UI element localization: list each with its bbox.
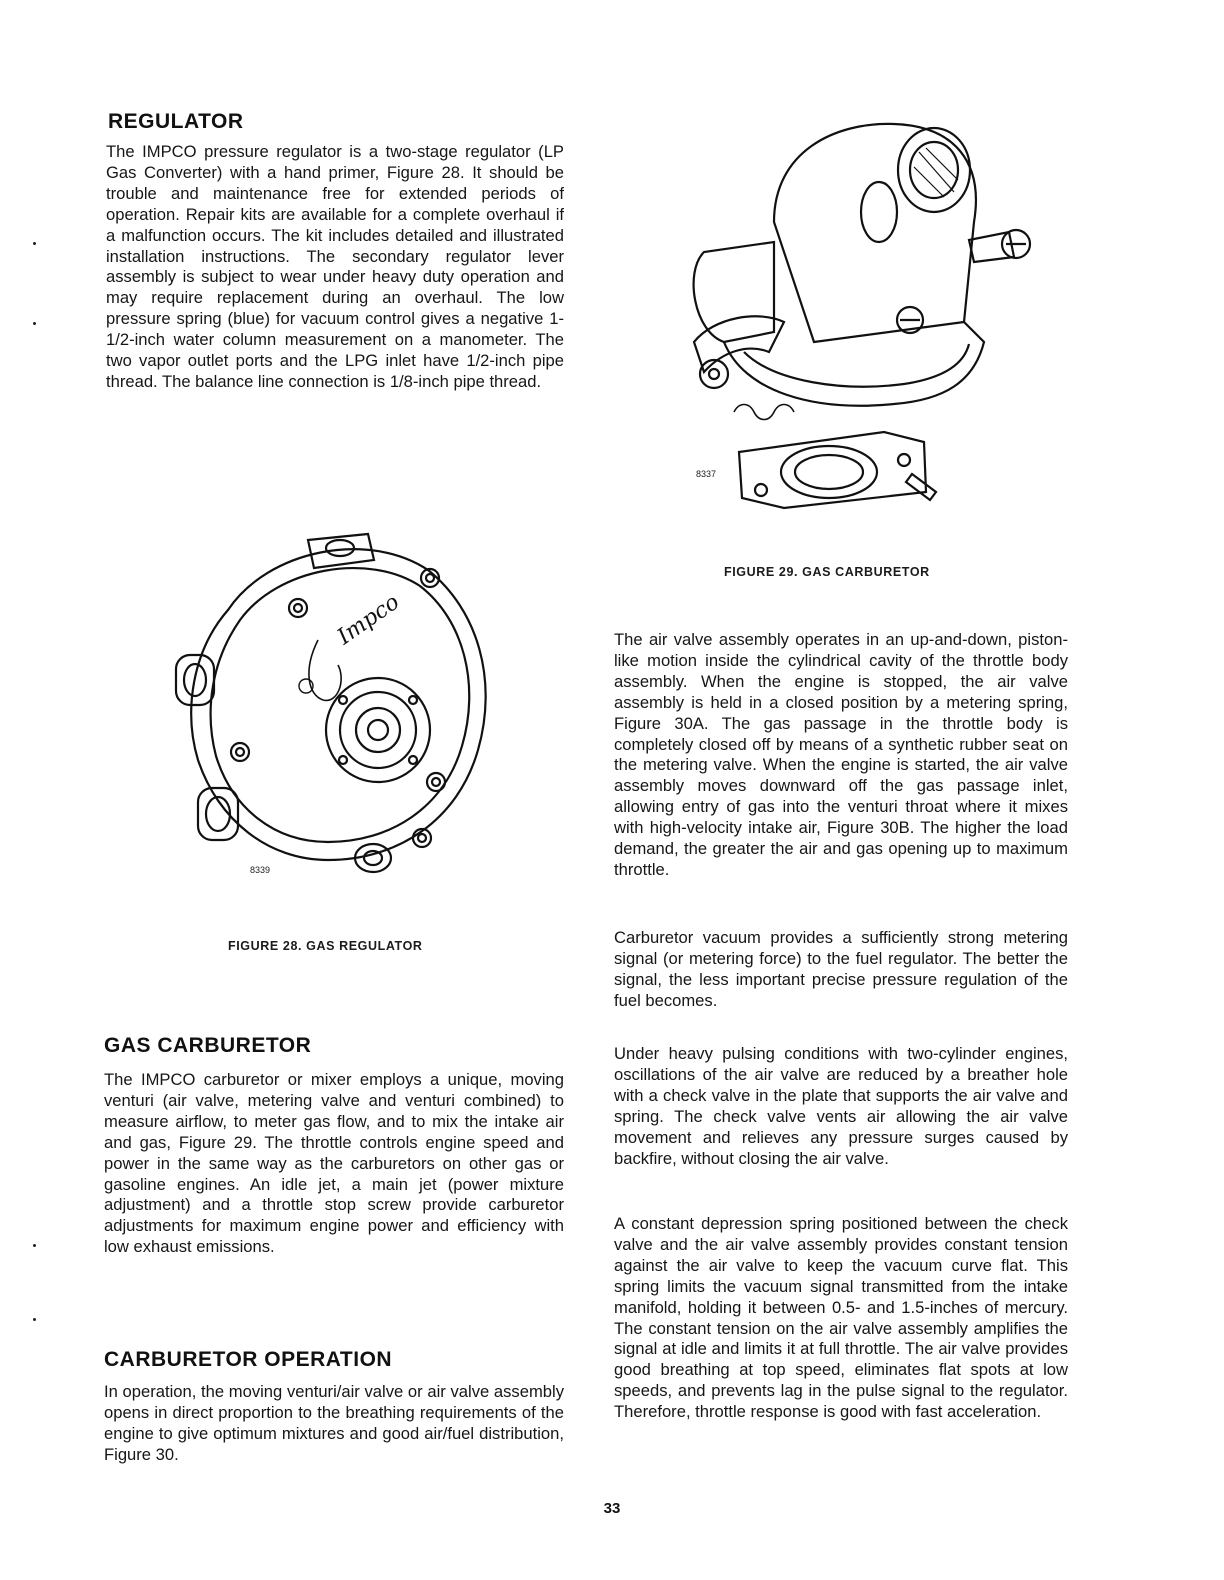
regulator-paragraph: The IMPCO pressure regulator is a two-stage regulator (LP Gas Converter) with a hand primer, Figure 28. It should be trouble and maintenance free for extended periods of operation. Repair kits are available for a complete overhaul if a malfunction occurs. The kit includes detailed and illustrated installation instructions. The secondary regulator lever assembly is subject to wear under heavy duty operation and may require replacement during an overhaul. The low pressure spring (blue) for vacuum control gives a negative 1-1/2-inch water column measurement on a manometer. The two vapor outlet ports and the LPG inlet have 1/2-inch pipe thread. The balance line connection is 1/8-inch pipe thread. — [106, 142, 564, 391]
impco-logo: Impco — [333, 589, 405, 650]
carburetor-vacuum-paragraph: Carburetor vacuum provides a sufficiently strong metering signal (or metering force) to the fuel regulator. The better the signal, the less important precise pressure regulation of the fuel becomes. — [614, 928, 1068, 1010]
figure-28-caption: FIGURE 28. GAS REGULATOR — [228, 939, 423, 953]
scan-mark — [33, 1318, 36, 1321]
gas-regulator-illustration — [168, 520, 508, 890]
scan-mark — [33, 1244, 36, 1247]
gas-carburetor-heading: GAS CARBURETOR — [104, 1034, 312, 1057]
carburetor-operation-heading: CARBURETOR OPERATION — [104, 1348, 393, 1371]
figure-28-number: 8339 — [250, 865, 271, 875]
regulator-heading: REGULATOR — [108, 110, 244, 133]
scan-mark — [33, 322, 36, 325]
figure-29-caption: FIGURE 29. GAS CARBURETOR — [724, 565, 930, 579]
carburetor-operation-paragraph: In operation, the moving venturi/air valve or air valve assembly opens in direct proportion to the breathing requirements of the engine to give optimum mixtures and good air/fuel distribution, Figure 30. — [104, 1382, 564, 1464]
heavy-pulsing-paragraph: Under heavy pulsing conditions with two-cylinder engines, oscillations of the air valve are reduced by a breather hole with a check valve in the plate that supports the air valve and spring. The check valve vents air allowing the air valve movement and relieves any pressure surges caused by backfire, without closing the air valve. — [614, 1044, 1068, 1168]
air-valve-operation-paragraph: The air valve assembly operates in an up-and-down, piston-like motion inside the cylindrical cavity of the throttle body assembly. When the engine is stopped, the air valve assembly is held in a closed position by a metering spring, Figure 30A. The gas passage in the throttle body is completely closed off by means of a synthetic rubber seat on the metering valve. When the engine is started, the air valve assembly moves downward off the gas passage inlet, allowing entry of gas into the venturi throat where it mixes with high-velocity intake air, Figure 30B. The higher the load demand, the greater the air and gas opening up to maximum throttle. — [614, 630, 1068, 879]
constant-depression-spring-paragraph: A constant depression spring positioned between the check valve and the air valve assembly provides constant tension against the air valve to keep the vacuum curve flat. This spring limits the vacuum signal transmitted from the intake manifold, holding it between 0.5- and 1.5-inches of mercury. The constant tension on the air valve assembly amplifies the signal at idle and limits it at full throttle. The air valve provides good breathing at top speed, eliminates flat spots at low speeds, and prevents lag in the pulse signal to the regulator. Therefore, throttle response is good with fast acceleration. — [614, 1214, 1068, 1422]
gas-carburetor-paragraph: The IMPCO carburetor or mixer employs a unique, moving venturi (air valve, metering valve and venturi combined) to measure airflow, to meter gas flow, and to mix the intake air and gas, Figure 29. The throttle controls engine speed and power in the same way as the carburetors on other gas or gasoline engines. An idle jet, a main jet (power mixture adjustment) and a throttle stop screw provide carburetor adjustments for maximum engine power and efficiency with low exhaust emissions. — [104, 1070, 564, 1257]
gas-carburetor-illustration — [664, 112, 1044, 512]
page-number: 33 — [603, 1500, 621, 1517]
scan-mark — [33, 242, 36, 245]
figure-29-number: 8337 — [696, 469, 717, 479]
